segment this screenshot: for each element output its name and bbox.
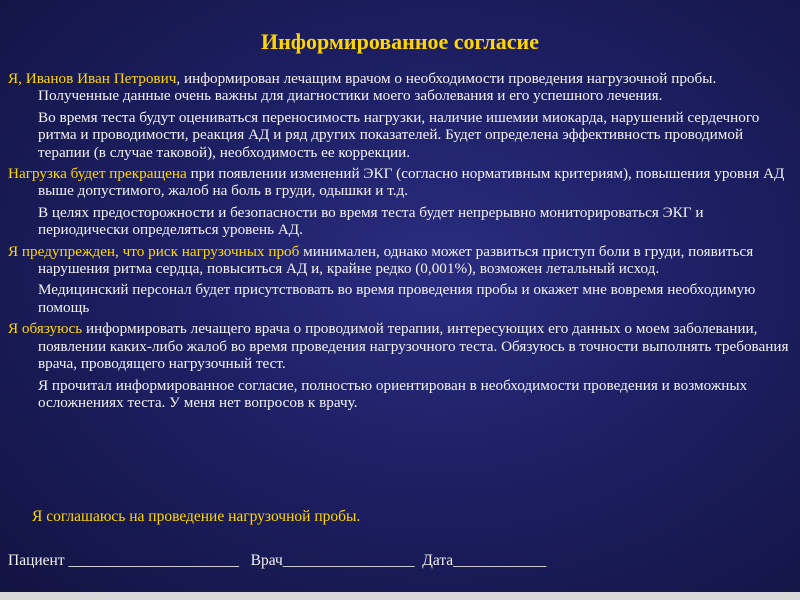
paragraph-obligation-text: информировать лечащего врача о проводимой терапии, интересующих его данных о моем заболевании, появлении каких-либо жалоб во время проведения нагрузочного теста. Обязуюсь в точности выполнять требования врача, проводящего нагрузочный тест. — [38, 320, 789, 373]
agreement-statement: Я соглашаюсь на проведение нагрузочной пробы. — [32, 508, 361, 525]
paragraph-test-assessment-text: Во время теста будут оцениваться переносимость нагрузки, наличие ишемии миокарда, нарушений сердечного ритма и проводимости, реакция АД и ряд других показателей. Будет определена эффективность проводимой терапии (в случае таковой), необходимость ее коррекции. — [38, 108, 760, 161]
signature-row — [8, 552, 794, 570]
patient-signature-line[interactable]: ______________________ — [68, 552, 239, 569]
paragraph-acknowledgement-text: Я прочитал информированное согласие, полностью ориентирован в необходимости проведения и возможных осложнениях теста. У меня нет вопросов к врачу. — [38, 376, 748, 411]
date-line[interactable]: ____________ — [453, 552, 547, 569]
bottom-bar — [0, 592, 800, 600]
paragraph-termination — [8, 165, 794, 200]
slide-title: Информированное согласие — [261, 29, 539, 54]
paragraph-risk — [8, 243, 794, 278]
date-label: Дата — [422, 552, 454, 569]
paragraph-monitoring — [8, 204, 794, 239]
doctor-label: Врач — [250, 552, 283, 569]
termination-lead: Нагрузка будет прекращена — [8, 165, 187, 183]
paragraph-monitoring-text: В целях предосторожности и безопасности во время теста будет непрерывно мониторироваться ЭКГ и периодически определяться уровень АД. — [38, 203, 704, 239]
paragraph-acknowledgement — [8, 377, 794, 412]
paragraph-staff-text: Медицинский персонал будет присутствовать во время проведения пробы и окажет мне вовремя необходимую помощь — [38, 281, 756, 316]
doctor-signature-line[interactable]: _________________ — [282, 552, 415, 569]
patient-name-lead: Я, Иванов Иван Петрович — [8, 70, 177, 87]
paragraph-test-assessment — [8, 109, 794, 161]
patient-label: Пациент — [8, 552, 65, 569]
paragraph-identity-text: , информирован лечащим врачом о необходимости проведения нагрузочной пробы. Полученные данные очень важны для диагностики моего заболевания и его успешного лечения. — [38, 70, 717, 105]
paragraph-obligation — [8, 320, 794, 372]
consent-body — [8, 70, 794, 415]
obligation-lead: Я обязуюсь — [8, 320, 83, 338]
paragraph-identity — [8, 70, 794, 105]
paragraph-termination-text: при появлении изменений ЭКГ (согласно нормативным критериям), повышения уровня АД выше допустимого, жалоб на боль в груди, одышки и т.д. — [38, 165, 785, 200]
paragraph-risk-text: минимален, однако может развиться приступ боли в груди, появиться нарушения ритма сердца, повыситься АД и, крайне редко (0,001%), возможен летальный исход. — [38, 242, 754, 278]
paragraph-staff — [8, 281, 794, 316]
risk-lead: Я предупрежден, что риск нагрузочных проб — [8, 242, 300, 260]
